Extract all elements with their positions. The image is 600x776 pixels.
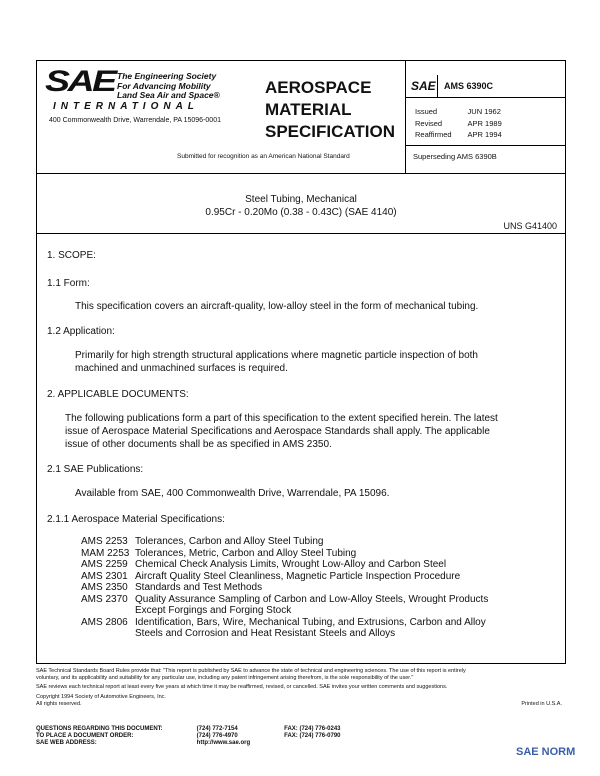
- header: [37, 61, 565, 174]
- society-tagline: The Engineering Society For Advancing Mobility Land Sea Air and Space®: [117, 71, 220, 100]
- reference-list: [81, 536, 488, 640]
- section-1-2: 1.2 Application:: [47, 326, 115, 337]
- list-item: AMS 2253 Tolerances, Carbon and Alloy Steel Tubing: [81, 536, 324, 547]
- section-2-1-1: 2.1.1 Aerospace Material Specifications:: [47, 514, 225, 525]
- doc-type-title: AEROSPACE MATERIAL SPECIFICATION: [265, 78, 396, 141]
- list-item: MAM 2253 Tolerances, Metric, Carbon and Alloy Steel Tubing: [81, 547, 357, 559]
- doc-title: Steel Tubing, Mechanical 0.95Cr - 0.20Mo (0.38 - 0.43C) (SAE 4140): [205, 194, 397, 218]
- submitted-note: Submitted for recognition as an American National Standard: [177, 153, 350, 160]
- section-2: 2. APPLICABLE DOCUMENTS:: [47, 389, 189, 400]
- footer-notice: SAE Technical Standards Board Rules provide that: "This report is published by SAE to advance the state of technical and engineering sciences. The use of this report is entirely voluntary, and its applicability and suitability for any particular use, including any patent infringement arising therefrom, is the sole responsibility of the user." SAE reviews each technical report at least every five years at which time it may be reaffirmed, revised, or cancelled. SAE invites your written comments and suggestions. Copyright 1994 Society of Automotive Engineers, Inc. All rights reserved. Printed in U.S.A.: [36, 668, 562, 707]
- sae-logo: SAE: [45, 65, 115, 98]
- section-2-text: The following publications form a part of this specification to the extent specified herein. The latest: [65, 413, 498, 424]
- date-table: Issued JUN 1962 Revised APR 1989 Reaffirmed APR 1994: [415, 107, 502, 139]
- list-item: AMS 2301 Aircraft Quality Steel Cleanliness, Magnetic Particle Inspection Procedure: [81, 570, 461, 582]
- list-item: AMS 2259 Chemical Check Analysis Limits, Wrought Low-Alloy and Carbon Steel: [81, 559, 447, 570]
- sae-small-logo: SAE: [411, 79, 436, 93]
- superseding: Superseding AMS 6390B: [413, 152, 497, 161]
- list-item: AMS 2350 Standards and Test Methods: [81, 582, 263, 593]
- list-item: AMS 2806 Identification, Bars, Wire, Mechanical Tubing, and Extrusions, Carbon and Alloy Steels and Corrosion and Heat Resistant Steels and Alloys: [81, 616, 486, 639]
- document-frame: SAE The Engineering Society For Advancing Mobility Land Sea Air and Space® INTERNATIONAL 400 Commonwealth Drive, Warrendale, PA 15096-0001 AEROSPACE MATERIAL SPECIFICATION Submitted for recognition as an American National Standard SAE AMS 6390C Issued JUN 1962 Revised APR 1989 Reaffirmed APR 1994 Superseding AMS 6390B Steel Tubing, Mechanical 0.95Cr - 0.20Mo (0.38 - 0.43C) (SAE 4140) UNS G41400 1. SCOPE: 1.1 Form: This specification covers an aircraft-quality, low-alloy steel in the form of mechanical tubing. 1.2 Application: Primarily for high strength structural applications where magnetic particle inspection of both machined and unmachined surfaces is required. 2. APPLICABLE DOCUMENTS: The following publications form a part of this specification to the extent specified herein. The latest issue of Aerospace Material Specifications and Aerospace Standards shall apply. The applicable issue of other documents shall be as specified in AMS 2350. 2.1 SAE Publications: Available from SAE, 400 Commonwealth Drive, Warrendale, PA 15096. 2.1.1 Aerospace Material Specifications: AMS 2253 Tolerances, Carbon and Alloy Steel Tubing MAM 2253 Tolerances, Metric, Carbon and Alloy Steel Tubing AMS 2259 Chemical Check Analysis Limits, Wrought Low-Alloy and Carbon Steel AMS 2301 Aircraft Quality Steel Cleanliness, Magnetic Particle Inspection Procedure AMS 2350 Standards and Test Methods AMS 2370 Quality Assurance Sampling of Carbon and Low-Alloy Steels, Wrought Products Except Forgings and Forging Stock AMS 2806 Identification, Bars, Wire, Mechanical Tubing, and Extrusions, Carbon and Alloy Steels and Corrosion and Heat Resistant Steels and Alloys: [36, 60, 566, 664]
- section-1-1: 1.1 Form:: [47, 278, 90, 289]
- uns-number: UNS G41400: [503, 221, 557, 231]
- sae-norm-brand: SAE NORM: [516, 746, 576, 758]
- ams-number: AMS 6390C: [437, 75, 493, 97]
- section-2-1: 2.1 SAE Publications:: [47, 464, 144, 475]
- section-1-1-text: This specification covers an aircraft-quality, low-alloy steel in the form of mechanical tubing.: [75, 301, 479, 312]
- address: 400 Commonwealth Drive, Warrendale, PA 15096-0001: [49, 117, 221, 124]
- section-2-1-text: Available from SAE, 400 Commonwealth Drive, Warrendale, PA 15096.: [75, 488, 390, 499]
- section-1: 1. SCOPE:: [47, 250, 96, 261]
- list-item: AMS 2370 Quality Assurance Sampling of Carbon and Low-Alloy Steels, Wrought Products Except Forgings and Forging Stock: [81, 593, 489, 616]
- contact-table: QUESTIONS REGARDING THIS DOCUMENT: (724) 772-7154 FAX: (724) 776-0243 TO PLACE A DOCUMENT ORDER: (724) 776-4970 FAX: (724) 776-0790 SAE WEB ADDRESS: http://www.sae.org: [36, 726, 341, 746]
- section-1-2-text: Primarily for high strength structural applications where magnetic particle inspection of both: [75, 350, 478, 361]
- international-label: INTERNATIONAL: [53, 101, 199, 112]
